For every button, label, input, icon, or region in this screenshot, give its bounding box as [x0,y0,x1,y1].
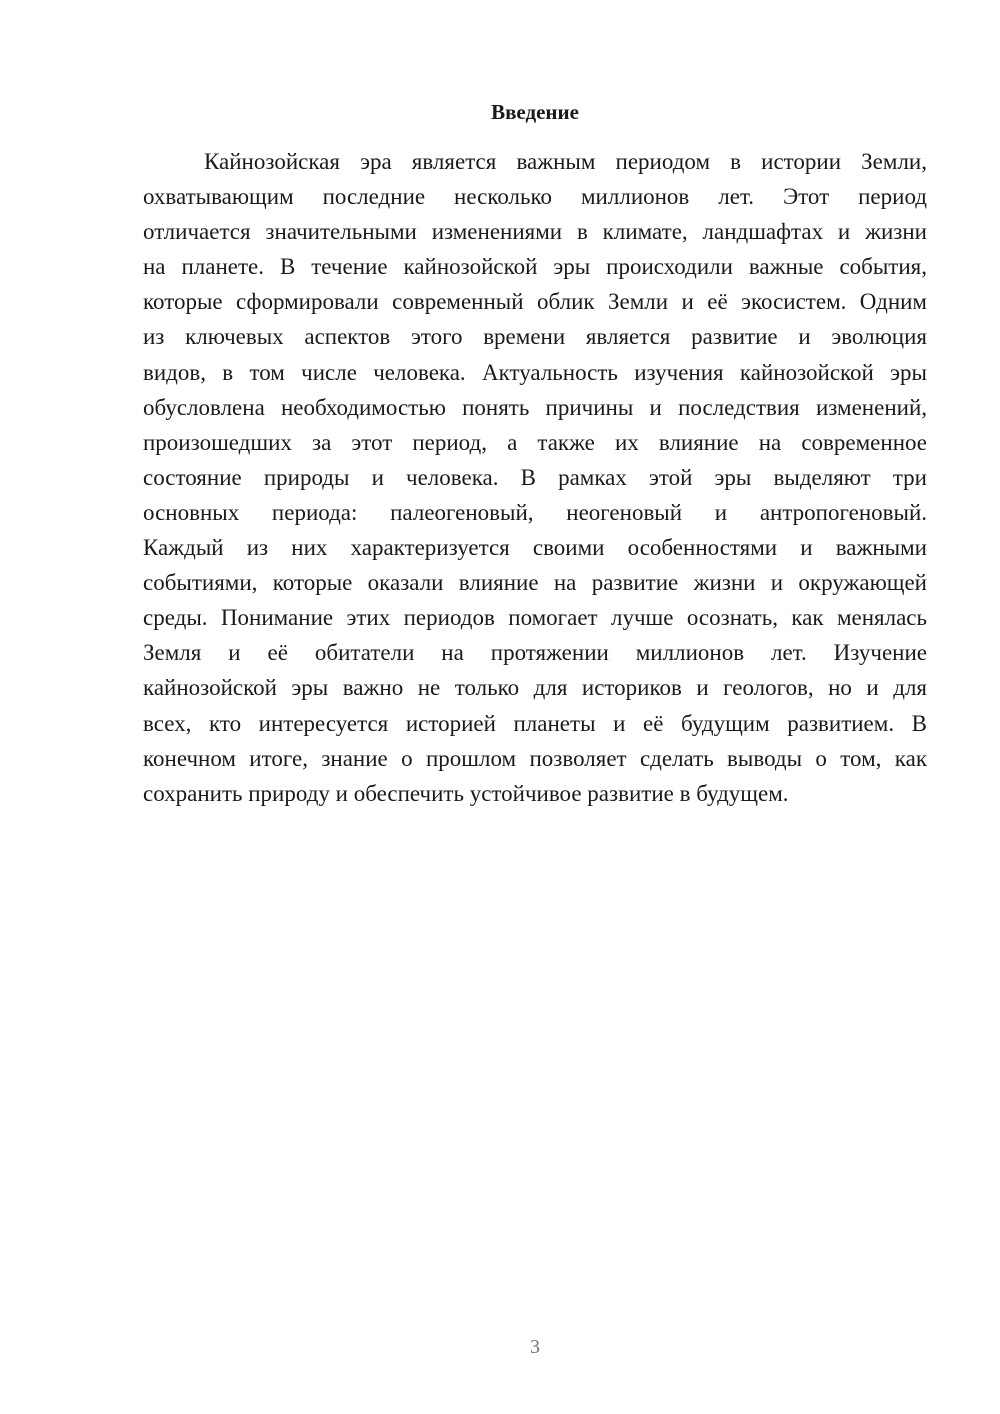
paragraph-line: состояние природы и человека. В рамках этой эры выделяют три [143,464,927,490]
body-paragraph [143,144,927,811]
paragraph-line: отличается значительными изменениями в климате, ландшафтах и жизни [143,219,927,245]
paragraph-line: событиями, которые оказали влияние на развитие жизни и окружающей [143,570,927,596]
paragraph-line: охватывающим последние несколько миллионов лет. Этот период [143,184,927,210]
paragraph-line: кайнозойской эры важно не только для историков и геологов, но и для [143,675,927,701]
paragraph-line: произошедших за этот период, а также их влияние на современное [143,429,927,455]
paragraph-line: видов, в том числе человека. Актуальность изучения кайнозойской эры [143,359,927,385]
paragraph-line: среды. Понимание этих периодов помогает лучше осознать, как менялась [143,605,927,631]
paragraph-line: которые сформировали современный облик Земли и её экосистем. Одним [143,289,927,315]
page-number: 3 [530,1336,540,1358]
paragraph-line: всех, кто интересуется историей планеты и её будущим развитием. В [143,710,927,736]
paragraph-line: обусловлена необходимостью понять причины и последствия изменений, [143,394,927,420]
paragraph-line: на планете. В течение кайнозойской эры происходили важные события, [143,254,927,280]
paragraph-line: конечном итоге, знание о прошлом позволяет сделать выводы о том, как [143,745,927,771]
paragraph-line: Земля и её обитатели на протяжении миллионов лет. Изучение [143,640,927,666]
paragraph-line: Каждый из них характеризуется своими особенностями и важными [143,535,927,561]
paragraph-line: сохранить природу и обеспечить устойчивое развитие в будущем. [143,780,789,806]
paragraph-line: Кайнозойская эра является важным периодом в истории Земли, [204,149,927,174]
paragraph-line: из ключевых аспектов этого времени является развитие и эволюция [143,324,927,350]
section-heading: Введение [491,100,579,124]
paragraph-line: основных периода: палеогеновый, неогеновый и антропогеновый. [143,499,927,525]
